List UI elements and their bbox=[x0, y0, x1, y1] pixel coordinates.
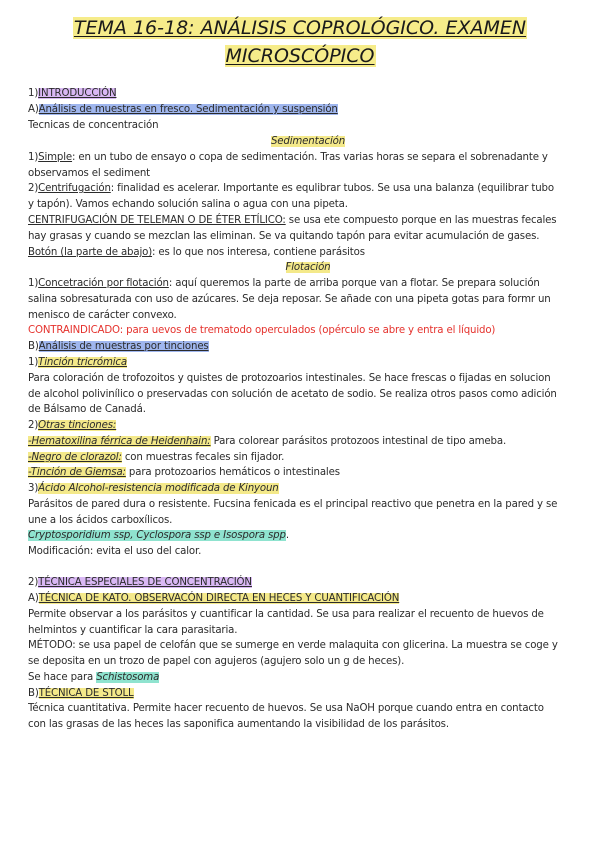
paragraph-line: 1)Simple: en un tubo de ensayo o copa de sedimentación. Tras varias horas se separa el sobrenadante y bbox=[28, 152, 548, 163]
paragraph-line: de Bálsamo de Canadá. bbox=[28, 404, 146, 415]
paragraph-line: CENTRIFUGACIÓN DE TELEMAN O DE ÉTER ETÍLICO: se usa ete compuesto porque en las muestras fecales bbox=[28, 215, 557, 226]
paragraph-line: Botón (la parte de abajo): es lo que nos interesa, contiene parásitos bbox=[28, 247, 365, 258]
paragraph-line: -Negro de clorazol: con muestras fecales sin fijador. bbox=[28, 452, 285, 463]
section-2-heading: 2)TÉCNICA ESPECIALES DE CONCENTRACIÓN bbox=[28, 577, 252, 588]
paragraph-line: -Tinción de Giemsa: para protozoarios hemáticos o intestinales bbox=[28, 467, 340, 478]
paragraph-line: MÉTODO: se usa papel de celofán que se sumerge en verde malaquita con glicerina. La muestra se coge y bbox=[28, 640, 558, 651]
subsection-b-heading: B)Análisis de muestras por tinciones bbox=[28, 341, 209, 352]
paragraph-line: Modificación: evita el uso del calor. bbox=[28, 546, 202, 557]
flotation-heading: Flotación bbox=[285, 262, 331, 273]
paragraph-line: con las grasas de las heces las saponifica aumentando la visibilidad de los parásitos. bbox=[28, 719, 449, 730]
page-title bbox=[60, 14, 540, 70]
paragraph-line: Cryptosporidium ssp, Cyclospora ssp e Isospora spp. bbox=[28, 530, 289, 541]
paragraph-line: de alcohol polivinílico o preservadas con solución de acetato de sodio. Se realiza otros pasos como adición bbox=[28, 389, 557, 400]
paragraph-line: Se hace para Schistosoma bbox=[28, 672, 160, 683]
section-1-heading: 1)INTRODUCCIÓN bbox=[28, 88, 117, 99]
paragraph-line: Parásitos de pared dura o resistente. Fucsina fenicada es el principal reactivo que penetra en la pared y se bbox=[28, 499, 558, 510]
title-line-2: MICROSCÓPICO bbox=[225, 45, 375, 67]
paragraph-line: helmintos y cuantificar la cara parasitaria. bbox=[28, 625, 238, 636]
paragraph-line: 1)Tinción tricrómica bbox=[28, 357, 127, 368]
paragraph-line: 2)Centrifugación: finalidad es acelerar. Importante es equlibrar tubos. Se usa una balanza (equilibrar tubo bbox=[28, 183, 554, 194]
stoll-heading: B)TÉCNICA DE STOLL bbox=[28, 688, 134, 699]
paragraph-line: salina sobresaturada con uso de azúcares. Se deja reposar. Se añade con una pipeta gotas para formr un bbox=[28, 294, 551, 305]
paragraph-line: Técnica cuantitativa. Permite hacer recuento de huevos. Se usa NaOH porque cuando entra en contacto bbox=[28, 703, 544, 714]
paragraph-line: y tapón). Vamos echando solución salina o agua con una pipeta. bbox=[28, 199, 348, 210]
title-line-1: TEMA 16-18: ANÁLISIS COPROLÓGICO. EXAMEN bbox=[73, 17, 527, 39]
paragraph-line: hay grasas y cuando se mezclan las eliminan. Se va quitando tapón para evitar acumulación de gases. bbox=[28, 231, 540, 242]
sedimentation-heading: Sedimentación bbox=[270, 136, 346, 147]
paragraph-line: observamos el sediment bbox=[28, 168, 150, 179]
paragraph-line: menisco de carácter convexo. bbox=[28, 310, 177, 321]
contraindication-note: CONTRAINDICADO: para uevos de trematodo operculados (opérculo se abre y entra el líquido) bbox=[28, 325, 496, 336]
paragraph-line: 3)Ácido Alcohol-resistencia modificada de Kinyoun bbox=[28, 483, 279, 494]
kato-heading: A)TÉCNICA DE KATO. OBSERVACÓN DIRECTA EN HECES Y CUANTIFICACIÓN bbox=[28, 593, 400, 604]
subsection-a-heading: A)Análisis de muestras en fresco. Sedimentación y suspensión bbox=[28, 104, 338, 115]
paragraph-line: se deposita en un trozo de papel con agujeros (agujero solo un g de heces). bbox=[28, 656, 405, 667]
paragraph-line: une a los ácidos carboxílicos. bbox=[28, 515, 173, 526]
paragraph-line: Para coloración de trofozoitos y quistes de protozoarios intestinales. Se hace frescas o fijadas en solucion bbox=[28, 373, 551, 384]
paragraph-line: 1)Concetración por flotación: aquí queremos la parte de arriba porque van a flotar. Se prepara solución bbox=[28, 278, 540, 289]
paragraph-line: -Hematoxilina férrica de Heidenhain: Para colorear parásitos protozoos intestinal de tipo ameba. bbox=[28, 436, 507, 447]
paragraph-line: Tecnicas de concentración bbox=[28, 120, 159, 131]
paragraph-line: Permite observar a los parásitos y cuantificar la cantidad. Se usa para realizar el recuento de huevos de bbox=[28, 609, 544, 620]
paragraph-line: 2)Otras tinciones: bbox=[28, 420, 117, 431]
